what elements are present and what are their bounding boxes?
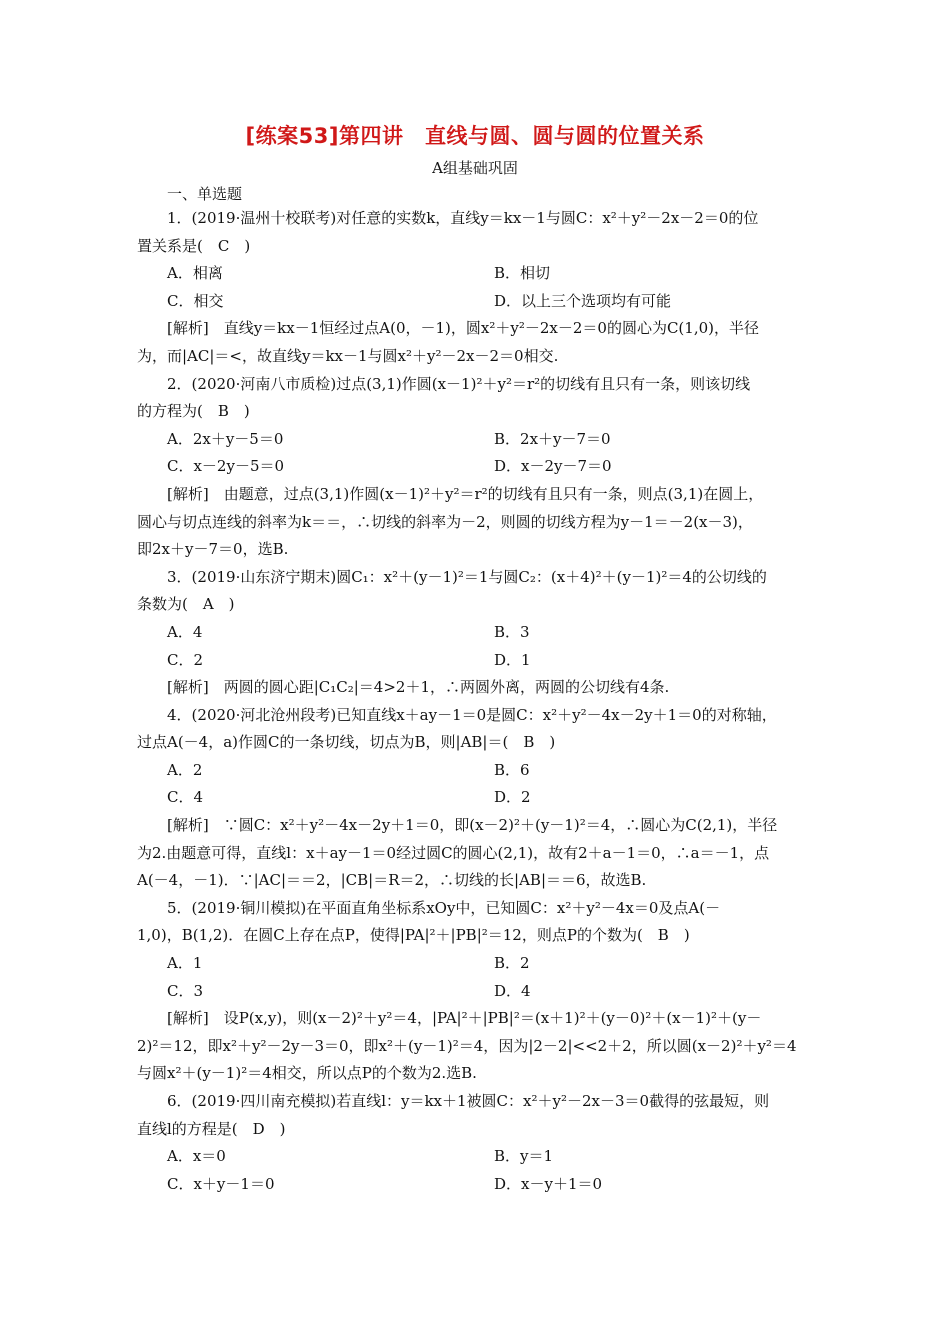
question-4-analysis: [解析] ∵圆C：x²＋y²－4x－2y＋1＝0，即(x－2)²＋(y－1)²＝4，∴圆心为C(2,1)，半径 <box>167 816 778 835</box>
question-4-analysis-cont: 为2.由题意可得，直线l：x＋ay－1＝0经过圆C的圆心(2,1)，故有2＋a－1＝0，∴a＝－1，点 <box>137 843 770 862</box>
question-6-stem: 6．(2019·四川南充模拟)若直线l：y＝kx＋1被圆C：x²＋y²－2x－3＝0截得的弦最短，则 <box>167 1092 770 1110</box>
option-d: D．4 <box>494 981 531 1000</box>
question-4-stem-cont: 过点A(－4，a)作圆C的一条切线，切点为B，则|AB|＝( B ) <box>137 733 556 752</box>
question-4-options-row <box>137 784 817 812</box>
page-title: [练案53]第四讲 直线与圆、圆与圆的位置关系 <box>245 124 705 148</box>
option-a: A．2x＋y－5＝0 <box>167 429 284 448</box>
option-b: B．相切 <box>494 264 551 283</box>
option-b: B．6 <box>494 760 530 779</box>
option-d: D．x－y＋1＝0 <box>494 1174 603 1193</box>
question-2-analysis-cont: 圆心与切点连线的斜率为k＝＝，∴切线的斜率为－2，则圆的切线方程为y－1＝－2(x－3)， <box>137 512 753 531</box>
question-1-options-row <box>137 260 817 288</box>
question-5-options-row <box>137 978 817 1006</box>
option-a: A．1 <box>167 954 203 973</box>
question-1-analysis: [解析] 直线y＝kx－1恒经过点A(0，－1)，圆x²＋y²－2x－2＝0的圆心为C(1,0)，半径 <box>167 319 759 338</box>
option-b: B．2 <box>494 954 530 973</box>
option-c: C．相交 <box>167 291 224 310</box>
question-3-analysis: [解析] 两圆的圆心距|C₁C₂|＝4>2＋1，∴两圆外离，两圆的公切线有4条. <box>167 678 670 697</box>
question-list <box>137 205 817 1198</box>
option-b: B．3 <box>494 622 530 641</box>
question-2-stem: 2．(2020·河南八市质检)过点(3,1)作圆(x－1)²＋y²＝r²的切线有且只有一条，则该切线 <box>167 374 751 393</box>
option-a: A．相离 <box>167 264 223 283</box>
option-a: A．2 <box>167 760 203 779</box>
option-b: B．2x＋y－7＝0 <box>494 429 611 448</box>
question-5-analysis: [解析] 设P(x,y)，则(x－2)²＋y²＝4，|PA|²＋|PB|²＝(x＋1)²＋(y－0)²＋(x－1)²＋(y－ <box>167 1009 762 1028</box>
question-1-analysis-cont: 为，而|AC|＝<，故直线y＝kx－1与圆x²＋y²－2x－2＝0相交. <box>137 346 559 365</box>
question-5-analysis-cont: 2)²＝12，即x²＋y²－2y－3＝0，即x²＋(y－1)²＝4，因为|2－2|<<2＋2，所以圆(x－2)²＋y²＝4 <box>137 1036 797 1055</box>
question-5-stem-cont: 1,0)，B(1,2)．在圆C上存在点P，使得|PA|²＋|PB|²＝12，则点P的个数为( B ) <box>137 926 690 945</box>
option-c: C．2 <box>167 650 204 669</box>
group-heading: A组基础巩固 <box>432 159 518 177</box>
question-2-analysis-cont: 即2x＋y－7＝0，选B. <box>137 540 289 559</box>
option-d: D．2 <box>494 788 531 807</box>
question-1-stem: 1．(2019·温州十校联考)对任意的实数k，直线y＝kx－1与圆C：x²＋y²－2x－2＝0的位 <box>167 209 759 227</box>
question-2-options-row <box>137 426 817 454</box>
question-4-stem: 4．(2020·河北沧州段考)已知直线x＋ay－1＝0是圆C：x²＋y²－4x－2y＋1＝0的对称轴， <box>167 705 777 724</box>
option-c: C．4 <box>167 788 204 807</box>
option-c: C．3 <box>167 981 204 1000</box>
question-3-stem: 3．(2019·山东济宁期末)圆C₁：x²＋(y－1)²＝1与圆C₂：(x＋4)²＋(y－1)²＝4的公切线的 <box>167 567 767 586</box>
section-heading: 一、单选题 <box>167 185 243 203</box>
question-2-options-row <box>137 453 817 481</box>
option-c: C．x＋y－1＝0 <box>167 1174 275 1193</box>
option-d: D．x－2y－7＝0 <box>494 457 612 476</box>
question-5-options-row <box>137 950 817 978</box>
question-6-stem-cont: 直线l的方程是( D ) <box>137 1119 286 1138</box>
question-6-options-row <box>137 1143 817 1171</box>
question-6-options-row <box>137 1171 817 1199</box>
option-a: A．4 <box>167 622 203 641</box>
question-3-options-row <box>137 619 817 647</box>
question-5-analysis-cont: 与圆x²＋(y－1)²＝4相交，所以点P的个数为2.选B. <box>137 1064 477 1083</box>
option-a: A．x＝0 <box>167 1147 226 1166</box>
option-d: D．1 <box>494 650 531 669</box>
question-4-analysis-cont: A(－4，－1)．∵|AC|＝＝2，|CB|＝R＝2，∴切线的长|AB|＝＝6，故选B. <box>137 871 647 890</box>
option-c: C．x－2y－5＝0 <box>167 457 285 476</box>
question-3-stem-cont: 条数为( A ) <box>137 595 235 614</box>
question-2-analysis: [解析] 由题意，过点(3,1)作圆(x－1)²＋y²＝r²的切线有且只有一条，则点(3,1)在圆上， <box>167 484 764 503</box>
question-1-options-row <box>137 288 817 316</box>
question-2-stem-cont: 的方程为( B ) <box>137 402 250 421</box>
option-d: D．以上三个选项均有可能 <box>494 291 672 310</box>
question-4-options-row <box>137 757 817 785</box>
question-1-stem-cont: 置关系是( C ) <box>137 236 251 255</box>
option-b: B．y＝1 <box>494 1147 554 1166</box>
question-3-options-row <box>137 647 817 675</box>
question-5-stem: 5．(2019·铜川模拟)在平面直角坐标系xOy中，已知圆C：x²＋y²－4x＝0及点A(－ <box>167 898 721 917</box>
